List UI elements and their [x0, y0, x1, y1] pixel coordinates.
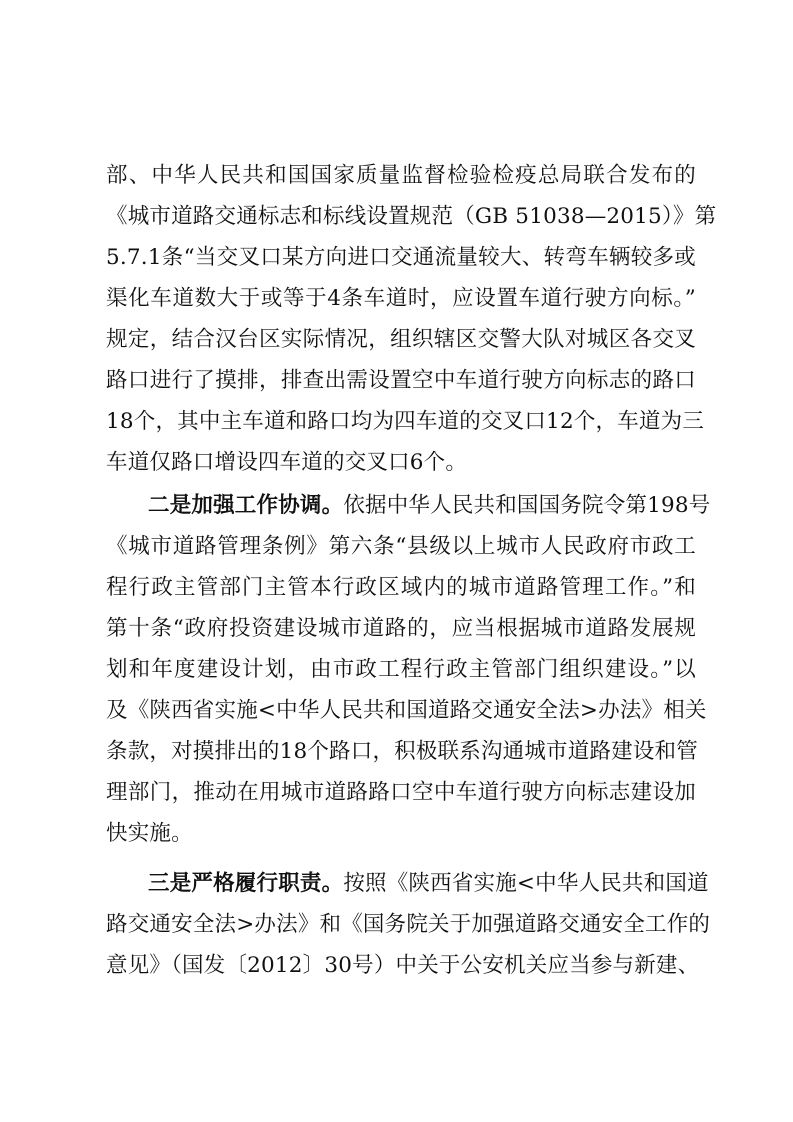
text-line: 车道仅路口增设四车道的交叉口6个。: [106, 450, 468, 475]
text-line: 条款，对摸排出的18个路口，积极联系沟通城市道路建设和管: [106, 739, 698, 764]
text-line: 5.7.1条“当交叉口某方向进口交通流量较大、转弯车辆较多或: [106, 245, 696, 270]
section-heading-coordination: 二是加强工作协调。: [148, 493, 344, 518]
text-line: 及《陕西省实施<中华人民共和国道路交通安全法>办法》相关: [106, 698, 707, 723]
text-line: 第十条“政府投资建设城市道路的，应当根据城市道路发展规: [106, 616, 696, 641]
text-line: 意见》（国发〔2012〕30号）中关于公安机关应当参与新建、: [106, 953, 700, 978]
text-line: 快实施。: [106, 821, 193, 846]
text-line: 程行政主管部门主管本行政区域内的城市道路管理工作。”和: [106, 575, 696, 600]
text-line: 划和年度建设计划，由市政工程行政主管部门组织建设。”以: [106, 657, 696, 682]
text-line: 渠化车道数大于或等于4条车道时，应设置车道行驶方向标。”: [106, 286, 696, 311]
text-line: 规定，结合汉台区实际情况，组织辖区交警大队对城区各交叉: [106, 327, 696, 352]
paragraph-first-line: [148, 864, 709, 904]
text-line: 理部门，推动在用城市道路路口空中车道行驶方向标志建设加: [106, 780, 696, 805]
text-run: 按照《陕西省实施<中华人民共和国道: [343, 871, 709, 896]
section-heading-duties: 三是严格履行职责。: [148, 871, 344, 896]
text-line: 《城市道路交通标志和标线设置规范（GB 51038—2015）》第: [106, 204, 717, 229]
text-line: 18个，其中主车道和路口均为四车道的交叉口12个，车道为三: [106, 409, 705, 434]
paragraph-first-line: [148, 486, 711, 526]
text-line: 《城市道路管理条例》第六条“县级以上城市人民政府市政工: [106, 534, 696, 559]
text-run: 依据中华人民共和国国务院令第198号: [343, 493, 711, 518]
text-line: 路交通安全法>办法》和《国务院关于加强道路交通安全工作的: [106, 912, 711, 937]
text-line: 部、中华人民共和国国家质量监督检验检疫总局联合发布的: [106, 163, 696, 188]
text-line: 路口进行了摸排，排查出需设置空中车道行驶方向标志的路口: [106, 368, 696, 393]
